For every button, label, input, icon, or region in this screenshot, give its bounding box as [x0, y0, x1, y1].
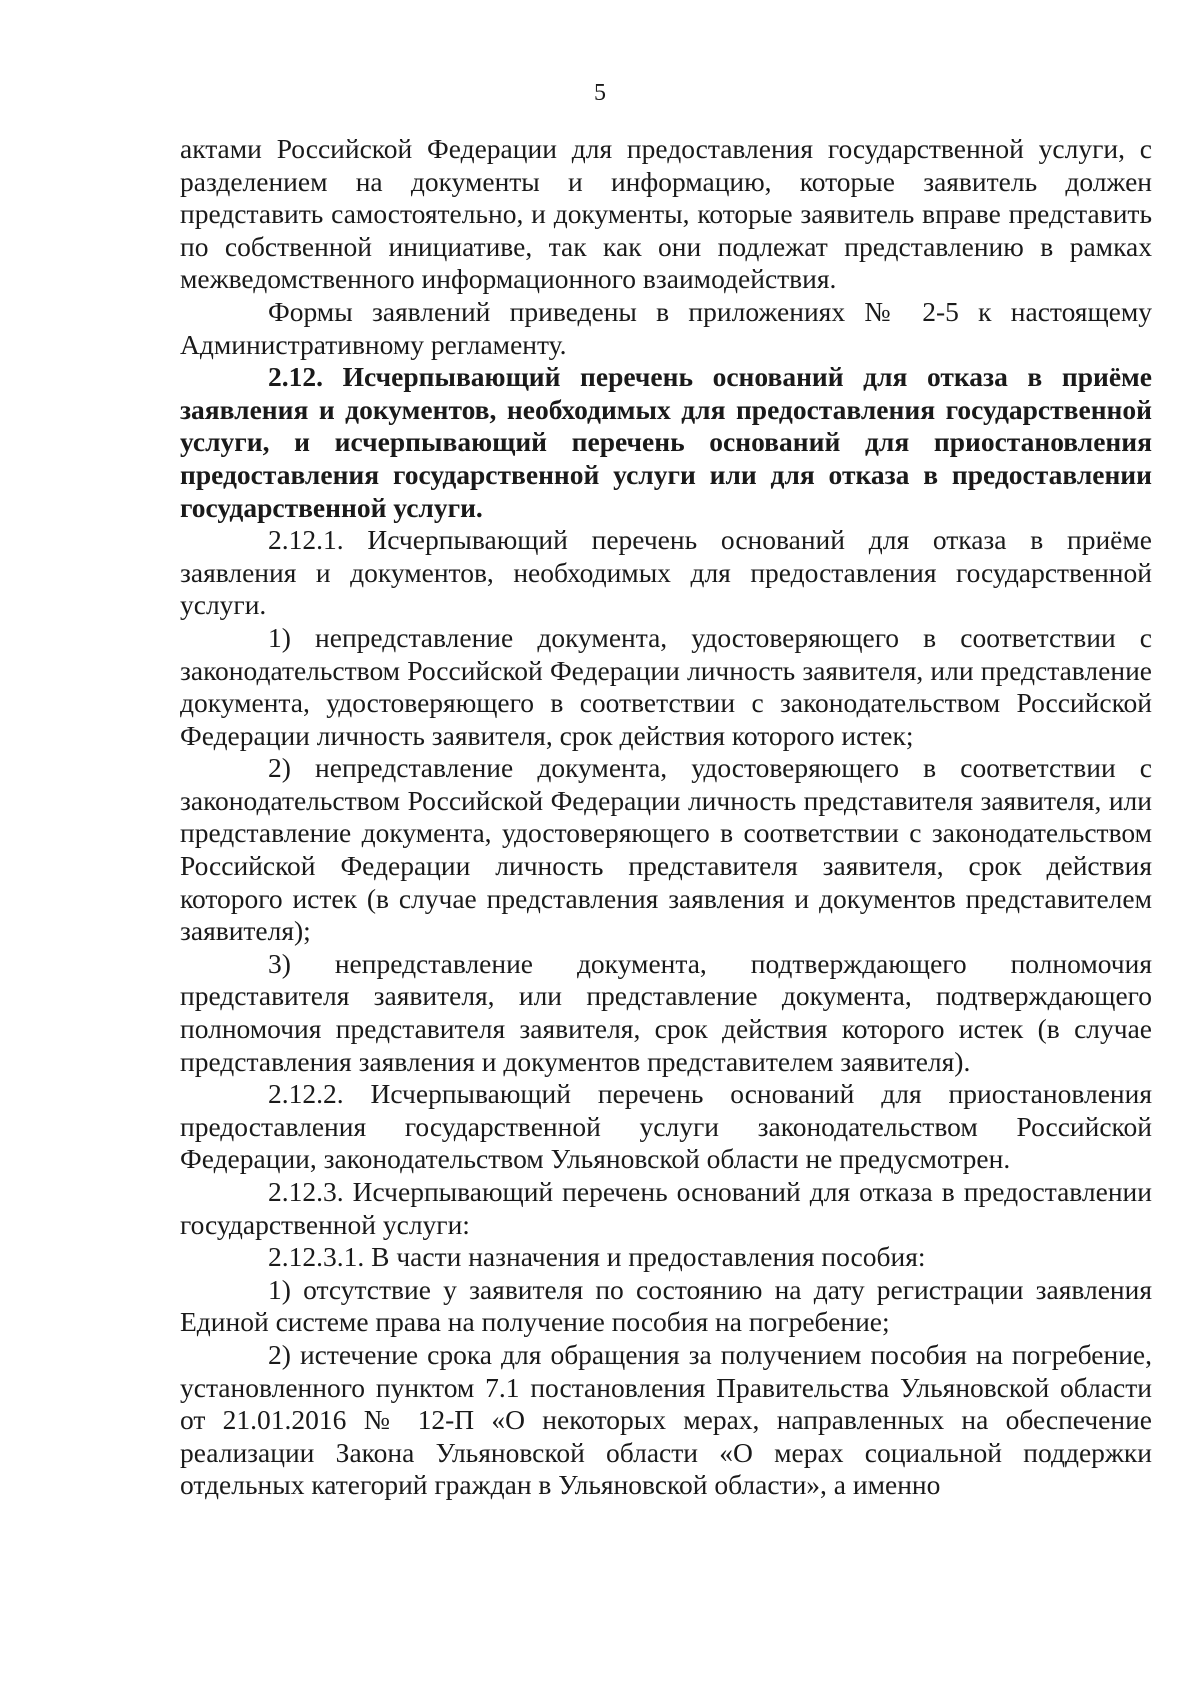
page-number: 5	[594, 80, 606, 106]
list-item-1: 1) непредставление документа, удостоверяющего в соответствии с законодательством Российской Федерации личность заявителя, или представление документа, удостоверяющего в соответствии с законодательством Российской Федерации личность заявителя, срок действия которого истек;	[180, 621, 1152, 751]
paragraph-2-12-3-1: 2.12.3.1. В части назначения и предоставления пособия:	[268, 1241, 926, 1273]
section-heading-2-12: 2.12. Исчерпывающий перечень оснований для отказа в приёме заявления и документов, необходимых для предоставления государственной услуги, и исчерпывающий перечень оснований для приостановления предоставления государственной услуги или для отказа в предоставлении государственной услуги.	[180, 361, 1152, 523]
paragraph-continuation: актами Российской Федерации для предоставления государственной услуги, с разделением на документы и информацию, которые заявитель должен представить самостоятельно, и документы, которые заявитель вправе представить по собственной инициативе, так как они подлежат представлению в рамках межведомственного информационного взаимодействия.	[180, 133, 1152, 295]
list-item-3: 3) непредставление документа, подтверждающего полномочия представителя заявителя, или представление документа, подтверждающего полномочия представителя заявителя, срок действия которого истек (в случае представления заявления и документов представителем заявителя).	[180, 947, 1152, 1077]
paragraph-2-12-1: 2.12.1. Исчерпывающий перечень оснований для отказа в приёме заявления и документов, необходимых для предоставления государственной услуги.	[180, 524, 1152, 621]
list-item-2: 2) непредставление документа, удостоверяющего в соответствии с законодательством Российской Федерации личность представителя заявителя, или представление документа, удостоверяющего в соответствии с законодательством Российской Федерации личность представителя заявителя, срок действия которого истек (в случае представления заявления и документов представителем заявителя);	[180, 752, 1152, 947]
document-body	[180, 133, 1152, 1502]
paragraph-2-12-3: 2.12.3. Исчерпывающий перечень оснований для отказа в предоставлении государственной услуги:	[180, 1176, 1152, 1240]
paragraph-2-12-2: 2.12.2. Исчерпывающий перечень оснований для приостановления предоставления государственной услуги законодательством Российской Федерации, законодательством Ульяновской области не предусмотрен.	[180, 1078, 1152, 1175]
paragraph-forms: Формы заявлений приведены в приложениях № 2-5 к настоящему Административному регламенту.	[180, 295, 1152, 360]
list-item-refusal-1: 1) отсутствие у заявителя по состоянию на дату регистрации заявления Единой системе права на получение пособия на погребение;	[180, 1273, 1152, 1338]
list-item-refusal-2: 2) истечение срока для обращения за получением пособия на погребение, установленного пунктом 7.1 постановления Правительства Ульяновской области от 21.01.2016 № 12-П «О некоторых мерах, направленных на обеспечение реализации Закона Ульяновской области «О мерах социальной поддержки отдельных категорий граждан в Ульяновской области», а именно	[180, 1338, 1152, 1501]
